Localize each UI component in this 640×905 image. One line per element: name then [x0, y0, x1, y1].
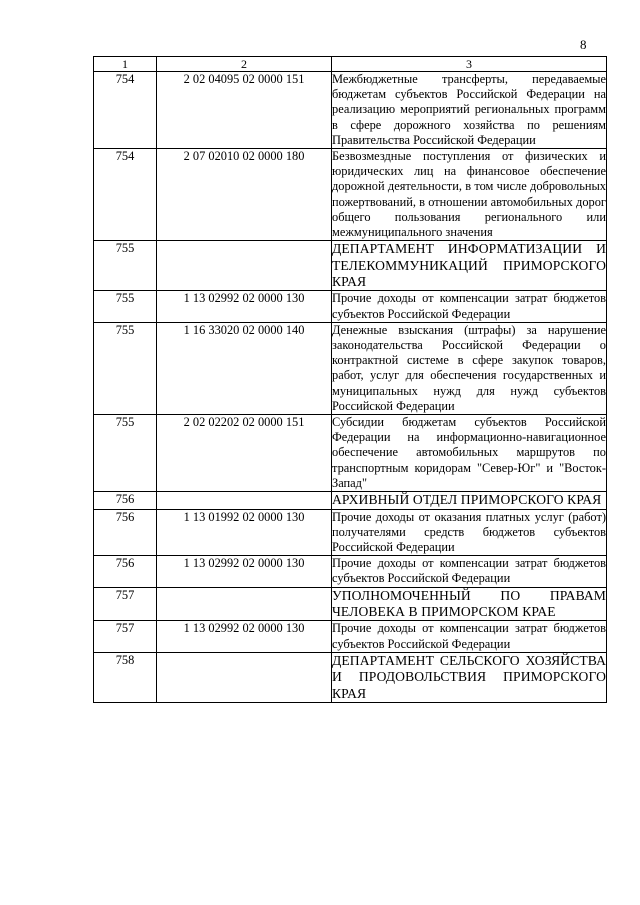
column-header-1: 1	[94, 57, 157, 72]
revenue-code-cell: 1 13 02992 02 0000 130	[157, 621, 332, 652]
revenue-code-cell: 1 13 02992 02 0000 130	[157, 556, 332, 587]
table-row	[94, 492, 607, 509]
revenue-name-cell: Межбюджетные трансферты, передаваемые бюджетам субъектов Российской Федерации на реализацию мероприятий региональных программ в сфере дорожного хозяйства по решениям Правительства Российской Федерации	[332, 72, 606, 147]
column-header-2: 2	[157, 57, 332, 72]
table-row	[94, 241, 607, 291]
revenue-code-cell: 1 13 01992 02 0000 130	[157, 509, 332, 556]
department-name-cell: ДЕПАРТАМЕНТ ИНФОРМАТИЗАЦИИ И ТЕЛЕКОММУНИКАЦИЙ ПРИМОРСКОГО КРАЯ	[332, 241, 606, 290]
administrator-code-cell: 755	[94, 291, 157, 322]
budget-revenue-table	[93, 56, 607, 703]
revenue-name-cell: Прочие доходы от компенсации затрат бюджетов субъектов Российской Федерации	[332, 291, 606, 321]
table-row	[94, 415, 607, 492]
revenue-name-cell: Прочие доходы от компенсации затрат бюджетов субъектов Российской Федерации	[332, 556, 606, 586]
administrator-code-cell: 757	[94, 587, 157, 621]
table-row	[94, 652, 607, 702]
revenue-code-cell: 2 07 02010 02 0000 180	[157, 149, 332, 241]
department-name-cell: УПОЛНОМОЧЕННЫЙ ПО ПРАВАМ ЧЕЛОВЕКА В ПРИМОРСКОМ КРАЕ	[332, 587, 606, 619]
revenue-code-cell: 1 13 02992 02 0000 130	[157, 291, 332, 322]
administrator-code-cell: 756	[94, 492, 157, 509]
administrator-code-cell: 755	[94, 322, 157, 414]
revenue-code-cell	[157, 587, 332, 621]
column-header-3: 3	[332, 57, 607, 72]
revenue-code-cell	[157, 241, 332, 291]
revenue-code-cell: 1 16 33020 02 0000 140	[157, 322, 332, 414]
revenue-code-cell: 2 02 04095 02 0000 151	[157, 72, 332, 149]
table-row	[94, 509, 607, 556]
administrator-code-cell: 754	[94, 72, 157, 149]
revenue-name-cell: Прочие доходы от оказания платных услуг (работ) получателями средств бюджетов субъектов Российской Федерации	[332, 509, 606, 554]
administrator-code-cell: 757	[94, 621, 157, 652]
revenue-name-cell: Безвозмездные поступления от физических и юридических лиц на финансовое обеспечение дорожной деятельности, в том числе добровольных пожертвований, в отношении автомобильных дорог общего пользования регионального или межмуниципального значения	[332, 149, 606, 240]
revenue-code-cell: 2 02 02202 02 0000 151	[157, 415, 332, 492]
revenue-code-cell	[157, 492, 332, 509]
table-header-row	[94, 57, 607, 72]
table-row	[94, 149, 607, 241]
table-body	[94, 72, 607, 703]
table-row	[94, 587, 607, 621]
revenue-name-cell: Субсидии бюджетам субъектов Российской Федерации на информационно-навигационное обеспечение автомобильных маршрутов по транспортным коридорам "Север-Юг" и "Восток-Запад"	[332, 415, 606, 490]
administrator-code-cell: 756	[94, 556, 157, 587]
table-row	[94, 621, 607, 652]
administrator-code-cell: 754	[94, 149, 157, 241]
revenue-code-cell	[157, 652, 332, 702]
revenue-name-cell: Прочие доходы от компенсации затрат бюджетов субъектов Российской Федерации	[332, 621, 606, 651]
administrator-code-cell: 755	[94, 241, 157, 291]
administrator-code-cell: 758	[94, 652, 157, 702]
table-row	[94, 72, 607, 149]
table-row	[94, 556, 607, 587]
table-row	[94, 291, 607, 322]
administrator-code-cell: 756	[94, 509, 157, 556]
department-name-cell: ДЕПАРТАМЕНТ СЕЛЬСКОГО ХОЗЯЙСТВА И ПРОДОВОЛЬСТВИЯ ПРИМОРСКОГО КРАЯ	[332, 652, 606, 701]
administrator-code-cell: 755	[94, 415, 157, 492]
revenue-name-cell: Денежные взыскания (штрафы) за нарушение законодательства Российской Федерации о контрактной системе в сфере закупок товаров, работ, услуг для обеспечения государственных и муниципальных нужд для нужд субъектов Российской Федерации	[332, 322, 606, 413]
page-number: 8	[580, 37, 587, 52]
table-row	[94, 322, 607, 414]
department-name-cell: АРХИВНЫЙ ОТДЕЛ ПРИМОРСКОГО КРАЯ	[332, 492, 607, 509]
